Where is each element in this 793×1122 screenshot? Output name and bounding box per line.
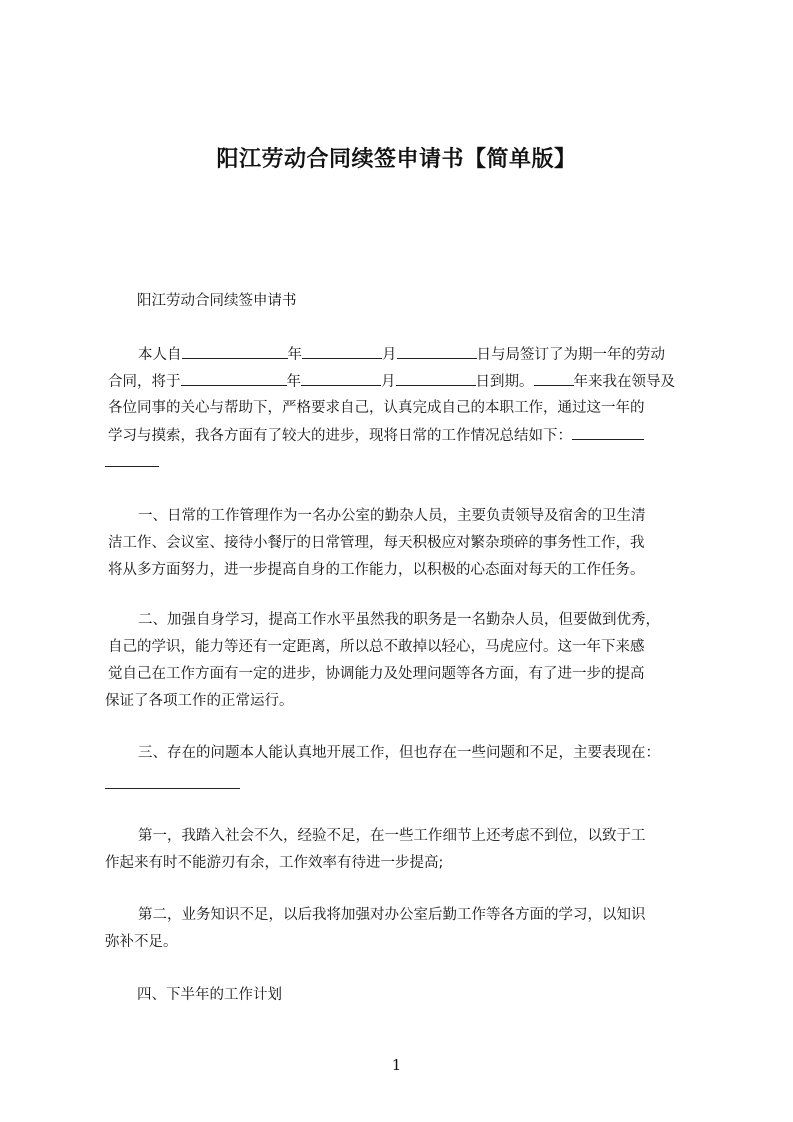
section-4-line-1: 四、下半年的工作计划: [137, 987, 282, 1003]
intro-year-2: 年: [286, 374, 301, 390]
blank-field: [396, 371, 476, 386]
point-2-line-2: 弥补不足。: [105, 934, 178, 950]
intro-prefix: 本人自: [138, 347, 182, 363]
section-2-line-4: 保证了各项工作的正常运行。: [105, 693, 294, 709]
intro-line2-suffix: 年来我在领导及: [573, 374, 675, 390]
section-1-line-2: 洁工作、会议室、接待小餐厅的日常管理，每天积极应对繁杂琐碎的事务性工作，我: [108, 535, 645, 551]
intro-month-2: 月: [381, 374, 396, 390]
section-3-line-1: 三、存在的问题本人能认真地开展工作，但也存在一些问题和不足，主要表现在：: [138, 745, 660, 761]
intro-line-1: [138, 344, 665, 365]
document-title: 阳江劳动合同续签申请书【简单版】: [216, 147, 577, 172]
blank-field: [397, 344, 477, 359]
blank-field: [182, 344, 288, 359]
page-number: 1: [391, 1056, 402, 1074]
blank-field: [301, 371, 381, 386]
intro-year-1: 年: [287, 347, 302, 363]
point-1-line-1: 第一，我踏入社会不久，经验不足，在一些工作细节上还考虑不到位，以致于工: [138, 828, 646, 844]
point-1-line-2: 作起来有时不能游刃有余，工作效率有待进一步提高;: [105, 855, 444, 871]
intro-month-1: 月: [382, 347, 397, 363]
section-2-line-2: 自己的学识，能力等还有一定距离，所以总不敢掉以轻心，马虎应付。这一年下来感: [108, 639, 645, 655]
section-2-line-3: 觉自己在工作方面有一定的进步，协调能力及处理问题等各方面，有了进一步的提高: [108, 666, 645, 682]
section-2-line-1: 二、加强自身学习，提高工作水平虽然我的职务是一名勤杂人员，但要做到优秀，: [138, 612, 660, 628]
blank-field: [302, 344, 382, 359]
section-1-line-3: 将从多方面努力，进一步提高自身的工作能力，以积极的心态面对每天的工作任务。: [108, 562, 645, 578]
blank-field: [105, 466, 159, 467]
point-2-line-1: 第二，业务知识不足，以后我将加强对办公室后勤工作等各方面的学习，以知识: [138, 907, 646, 923]
intro-line-3: 各位同事的关心与帮助下，严格要求自己，认真完成自己的本职工作，通过这一年的: [108, 400, 645, 416]
intro-line-2: [108, 371, 675, 392]
section-1-line-1: 一、日常的工作管理作为一名办公室的勤杂人员，主要负责领导及宿舍的卫生清: [138, 508, 646, 524]
intro-line-4: [108, 425, 644, 446]
intro-line2-mid: 日到期。: [475, 374, 534, 390]
blank-field: [534, 371, 574, 386]
intro-rest-1: 日与局签订了为期一年的劳动: [476, 347, 665, 363]
document-subtitle: 阳江劳动合同续签申请书: [137, 293, 297, 309]
intro-line4-text: 学习与摸索，我各方面有了较大的进步，现将日常的工作情况总结如下：: [108, 428, 572, 444]
blank-field: [105, 788, 240, 789]
intro-line2-prefix: 合同，将于: [108, 374, 181, 390]
blank-field: [572, 425, 644, 440]
blank-field: [181, 371, 287, 386]
